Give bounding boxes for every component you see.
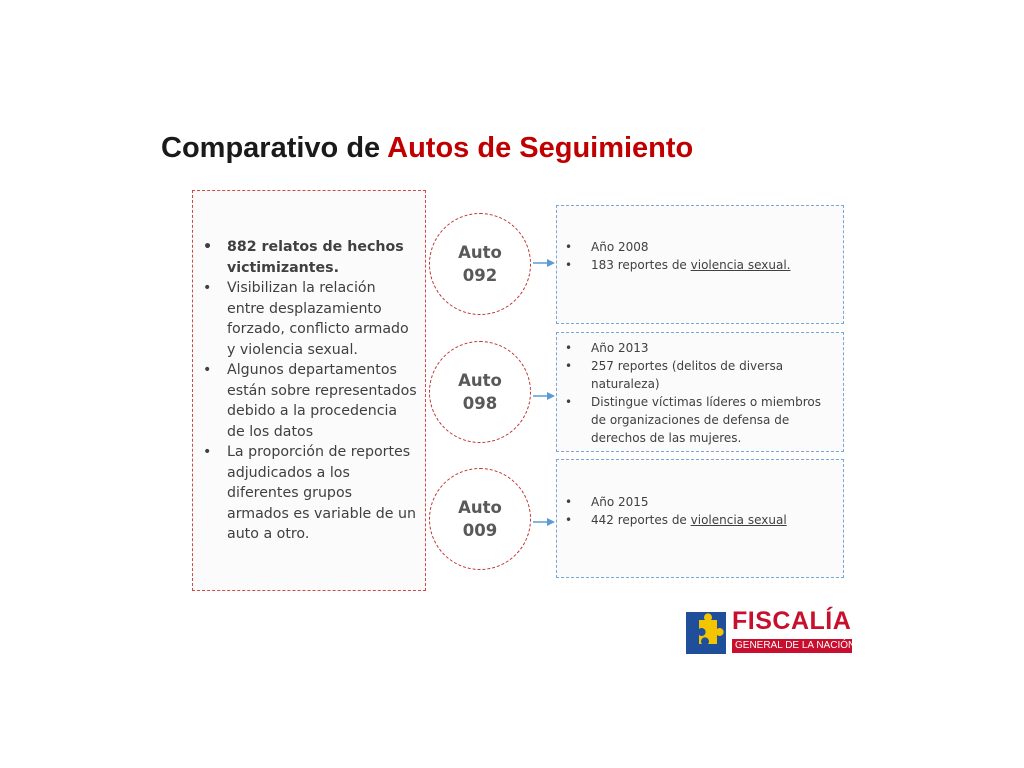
details-note: Distingue víctimas líderes o miembros de organizaciones de defensa de derechos de las mujeres. <box>591 395 821 445</box>
summary-item <box>203 442 417 545</box>
summary-item <box>203 237 417 278</box>
auto-label: Auto <box>458 371 502 390</box>
summary-panel <box>192 190 426 591</box>
violencia-sexual-link: violencia sexual <box>690 513 787 527</box>
summary-item <box>203 360 417 442</box>
violencia-sexual-link: violencia sexual. <box>690 258 791 272</box>
details-year: Año 2015 <box>591 495 649 509</box>
auto-009-details <box>556 459 844 578</box>
details-item <box>565 493 827 511</box>
puzzle-emblem-icon <box>686 612 726 654</box>
auto-number: 092 <box>462 266 498 285</box>
details-item <box>565 511 827 529</box>
arrow-right-icon <box>533 517 555 527</box>
summary-item-text: Visibilizan la relación entre desplazamiento forzado, conflicto armado y violencia sexual. <box>227 280 409 358</box>
auto-092-circle <box>429 213 531 315</box>
auto-label: Auto <box>458 498 502 517</box>
logo-name: FISCALÍA <box>732 607 852 635</box>
bullet-icon: • <box>565 495 573 509</box>
title-highlight: Autos de Seguimiento <box>387 132 694 164</box>
details-list <box>565 339 827 447</box>
bullet-icon: • <box>565 359 573 373</box>
summary-item <box>203 278 417 360</box>
auto-098-details <box>556 332 844 452</box>
title-prefix: Comparativo de <box>161 132 388 164</box>
auto-009-circle <box>429 468 531 570</box>
details-list <box>565 493 827 529</box>
details-year: Año 2013 <box>591 341 649 355</box>
logo-subtitle: GENERAL DE LA NACIÓN <box>732 639 852 653</box>
bullet-icon: • <box>565 395 573 409</box>
details-report: 257 reportes (delitos de diversa naturaleza) <box>591 359 784 391</box>
bullet-icon: • <box>203 362 212 378</box>
bullet-icon: • <box>565 258 573 272</box>
arrow-right-icon <box>533 258 555 268</box>
details-item <box>565 238 827 256</box>
summary-list <box>203 237 417 545</box>
auto-098-circle <box>429 341 531 443</box>
summary-item-text: La proporción de reportes adjudicados a los diferentes grupos armados es variable de un auto a otro. <box>227 444 416 542</box>
bullet-icon: • <box>203 444 212 460</box>
auto-092-details <box>556 205 844 324</box>
fiscalia-logo <box>686 609 856 655</box>
bullet-icon: • <box>565 513 573 527</box>
auto-number: 009 <box>462 521 498 540</box>
bullet-icon: • <box>203 280 212 296</box>
details-item <box>565 357 827 393</box>
slide-title <box>161 132 693 165</box>
bullet-icon: • <box>565 240 573 254</box>
details-report-prefix: 442 reportes de <box>591 513 691 527</box>
details-year: Año 2008 <box>591 240 649 254</box>
auto-label: Auto <box>458 243 502 262</box>
bullet-icon: • <box>565 341 573 355</box>
details-list <box>565 238 827 274</box>
arrow-right-icon <box>533 391 555 401</box>
details-report-prefix: 183 reportes de <box>591 258 691 272</box>
summary-item-text: Algunos departamentos están sobre representados debido a la procedencia de los datos <box>227 362 417 440</box>
details-item <box>565 339 827 357</box>
details-item <box>565 256 827 274</box>
auto-number: 098 <box>462 394 498 413</box>
bullet-icon: • <box>203 239 213 255</box>
summary-item-text: 882 relatos de hechos victimizantes. <box>227 239 404 276</box>
details-item <box>565 393 827 447</box>
